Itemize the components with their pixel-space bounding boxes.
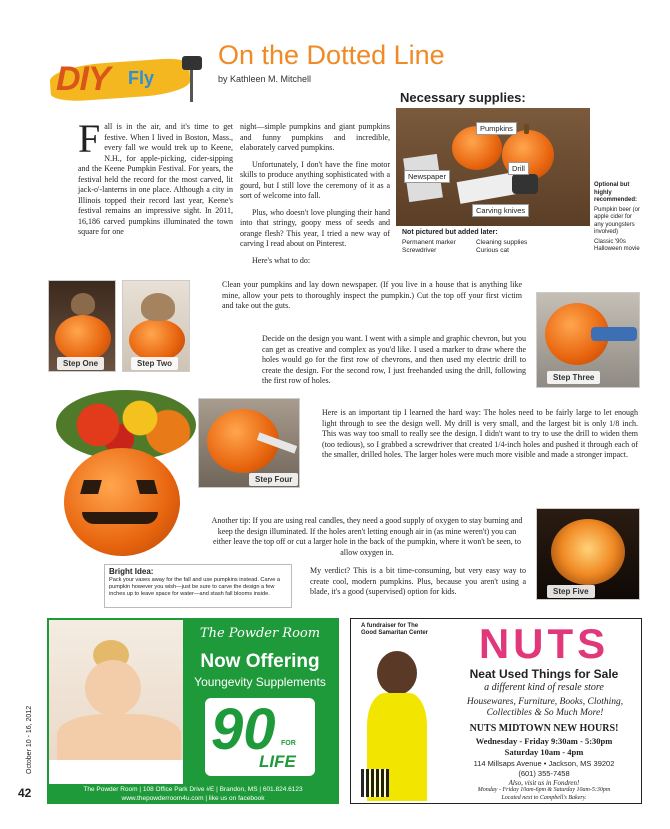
powder-panel [183,620,337,784]
step-five-label: Step Five [547,585,595,598]
step-one-label: Step One [57,357,104,370]
bright-idea-title: Bright Idea: [109,567,154,576]
step-three-label: Step Three [547,371,600,384]
intro-text-col1: all is in the air, and it's time to get festive. When I lived in Boston, Mass., every fall we would trek up to Keene, N.H., for apple-picking, cider-sipping and the Keene Pumpkin Festival. For years, the festival held the record for the most carved, lit jack-o'-lanterns in one place. Although a city in Illinois topped their record last year, Keene's festival remains an impressive sight. In 2011, 16,186 carved pumpkins illuminated the town square for one [78,122,233,236]
step-three-text: Here is an important tip I learned the hard way: The holes need to be fairly large to let enough light through to see the design well. My drill is very small, and the largest bit is only 1/8 inch. This was way too small to really see the design. I didn't want to try to use the drill to widen them (too tedious), so I grabbed a screwdriver that created 1/4-inch holes and pushed it through each of the smaller, drilled holes. The larger holes were much more visible and made a stronger impact. [322,408,638,459]
label-pumpkins: Pumpkins [476,122,517,135]
optional-item: Pumpkin beer (or apple cider for any youngsters involved) [594,206,641,235]
youngevity: Youngevity Supplements [194,675,326,689]
intro-text-p3: Plus, who doesn't love plunging their hand into that stringy, goopy mess of seeds and orange flesh? This year, I tried a new way of carving I read about on Pinterest. [240,207,390,248]
nuts-tagline: Neat Used Things for Sale [469,667,619,681]
step-four-label: Step Four [249,473,298,486]
step-five-photo [536,508,640,600]
page-number: 42 [18,786,32,800]
powder-footer-web: www.thepowderroom4u.com | like us on facebook [121,795,265,802]
optional-title: Optional but highly recommended: [594,182,638,203]
label-knives: Carving knives [472,204,529,217]
logo-diy: DIY [56,60,110,98]
nuts-fondren-loc: Located next to Campbell's Bakery. [501,795,587,801]
nuts-phone: (601) 355-7458 [518,769,570,778]
intro-col2 [240,122,390,266]
not-pictured-col2: Cleaning supplies Curious cat [476,239,528,254]
bright-idea-text: Pack your vases away for the fall and use pumpkins instead. Carve a pumpkin however you wish—just be sure to carve the design a few inches up to leave space for water—and stash fall blooms inside. [109,577,281,597]
step-two-label: Step Two [131,357,178,370]
logo-90: 90 [211,697,276,762]
label-drill: Drill [508,162,529,175]
byline: by Kathleen M. Mitchell [218,74,312,84]
intro-col1 [78,116,233,238]
label-newspaper: Newspaper [404,170,450,183]
step-five-text: My verdict? This is a bit time-consuming, but very easy way to create cool, modern pumpkins. Plus, because you aren't using a blade, it's a good (supervised) option for kids. [310,566,526,596]
paint-roller-icon [178,56,204,102]
bright-idea-box [104,564,292,608]
nuts-hours-title: NUTS MIDTOWN NEW HOURS! [469,723,619,734]
qr-code-icon[interactable] [361,769,389,797]
powder-footer [49,784,337,804]
logo-life: LIFE [259,752,296,771]
drop-cap: F [78,116,101,161]
90-for-life-logo [205,698,315,776]
nuts-ad[interactable] [350,618,642,804]
article-title: On the Dotted Line [218,40,445,70]
step-two-text: Decide on the design you want. I went with a simple and graphic chevron, but you can get as creative and complex as you'd like. I used a marker to draw where the holes would go for the first row of chevrons, and then used my electric drill to create the design. For the second row, I just freehanded using the drill, following the first row of holes. [262,334,526,385]
nuts-fundraiser: A fundraiser for The Good Samaritan Center [361,623,429,636]
nuts-address: 114 Millsaps Avenue • Jackson, MS 39202 [473,759,615,768]
supplies-box [396,88,640,270]
intro-text-p2: Unfortunately, I don't have the fine motor skills to produce anything sophisticated with a gourd, but I still love the ceremony of it as a sort of welcome into fall. [240,159,390,200]
not-pictured-title: Not pictured but added later: [402,229,498,236]
powder-footer-address: The Powder Room | 108 Office Park Drive #E | Brandon, MS | 601.824.6123 [83,786,303,793]
now-offering: Now Offering [200,651,320,672]
nuts-logo: NUTS [478,620,610,667]
intro-text-p4: Here's what to do: [252,255,311,265]
step-one-text: Clean your pumpkins and lay down newspaper. (If you live in a house that is anything like mine, allow your pets to thoroughly inspect the pumpkin.) Cut the top off your first victim and take out the guts. [222,280,522,310]
step-one-photo [48,280,116,372]
intro-text-p1: night—simple pumpkins and giant pumpkins and funny pumpkins and incredible, elaborately carved pumpkins. [240,122,390,152]
nuts-goods: Housewares, Furniture, Books, Clothing, Collectibles & So Much More! [466,697,624,718]
nuts-hours1: Wednesday - Friday 9:30am - 5:30pm [475,736,613,746]
supplies-photo [396,108,590,226]
powder-room-script: The Powder Room [199,626,321,641]
diy-logo [50,54,220,108]
optional-item: Classic '90s Halloween movie [594,238,640,252]
spa-woman-photo [49,620,183,784]
nuts-fondren: Also, visit us in Fondren! [508,779,580,787]
nuts-fondren-hours: Monday - Friday 10am-6pm & Saturday 10am-5:30pm [477,787,611,793]
flower-pumpkin-photo [48,390,198,560]
step-four-photo [198,398,300,488]
logo-fly: Fly [128,68,155,88]
nuts-hours2: Saturday 10am - 4pm [504,747,584,757]
optional-list [594,182,642,254]
step-three-photo [536,292,640,388]
supplies-heading: Necessary supplies: [400,90,526,105]
nuts-tagline2: a different kind of resale store [484,682,604,693]
logo-for: FOR [281,740,296,747]
powder-room-ad[interactable] [47,618,339,804]
issue-date: October 10 - 16, 2012 [26,705,33,774]
step-two-photo [122,280,190,372]
not-pictured-col1: Permanent marker Screwdriver [402,239,456,254]
step-four-text: Another tip: If you are using real candles, they need a good supply of oxygen to stay burning and keep the design illuminated. If the holes aren't letting enough air in (as mine weren't) you can either leave the top off or cut a larger hole in the back of the pumpkin, where it won't be seen, to allow oxygen in. [211,516,523,557]
